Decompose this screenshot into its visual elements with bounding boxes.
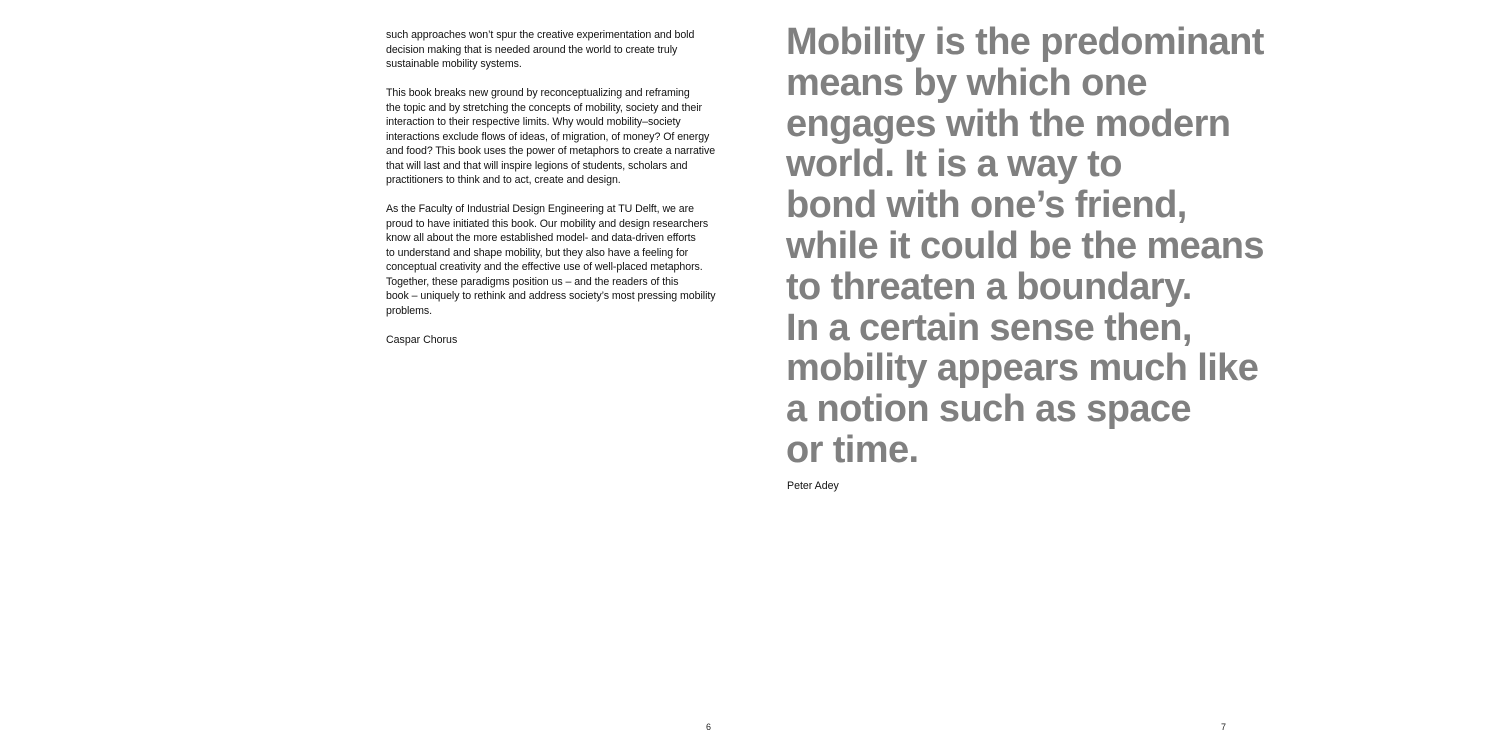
body-paragraph-2	[386, 86, 726, 188]
body-paragraph-1	[386, 28, 726, 72]
right-page	[786, 21, 1264, 493]
text-line: decision making that is needed around the world to create truly	[386, 43, 678, 56]
quote-line: engages with the modern	[786, 102, 1231, 145]
quote-line: Mobility is the predominant	[786, 21, 1264, 63]
quote-line: world. It is a way to	[786, 143, 1122, 186]
body-paragraph-3	[386, 202, 726, 318]
left-page	[386, 28, 726, 347]
page-number-right: 7	[1221, 722, 1227, 732]
text-line: Together, these paradigms position us – and the readers of this	[386, 275, 679, 288]
text-line: This book breaks new ground by reconceptualizing and reframing	[386, 87, 690, 99]
text-line: know all about the more established model- and data-driven efforts	[386, 232, 696, 244]
page-number-left: 6	[706, 722, 712, 732]
text-line: sustainable mobility systems.	[386, 58, 522, 70]
quote-line: mobility appears much like	[786, 347, 1259, 390]
quote-line: means by which one	[786, 61, 1147, 104]
text-line: that will last and that will inspire legions of students, scholars and	[386, 159, 688, 172]
text-line: conceptual creativity and the effective use of well-placed metaphors.	[386, 261, 703, 273]
quote-line: In a certain sense then,	[786, 306, 1192, 349]
text-line: and food? This book uses the power of metaphors to create a narrative	[386, 145, 716, 157]
text-line: problems.	[386, 304, 433, 317]
author-signature: Caspar Chorus	[386, 333, 458, 346]
text-line: interaction to their respective limits. Why would mobility–society	[386, 116, 681, 128]
pull-quote	[786, 21, 1264, 471]
text-line: practitioners to think and to act, create and design.	[386, 174, 621, 186]
quote-line: a notion such as space	[786, 388, 1191, 431]
quote-line: to threaten a boundary.	[786, 265, 1192, 308]
quote-line: while it could be the means	[786, 224, 1264, 267]
text-line: proud to have initiated this book. Our mobility and design researchers	[386, 217, 709, 230]
text-line: interactions exclude flows of ideas, of migration, of money? Of energy	[386, 130, 710, 143]
quote-line: or time.	[786, 428, 919, 471]
text-line: As the Faculty of Industrial Design Engineering at TU Delft, we are	[386, 203, 694, 215]
text-line: such approaches won’t spur the creative experimentation and bold	[386, 29, 695, 41]
text-line: book – uniquely to rethink and address society’s most pressing mobility	[386, 290, 716, 302]
quote-author: Peter Adey	[787, 479, 839, 492]
quote-line: bond with one’s friend,	[786, 184, 1187, 227]
text-line: the topic and by stretching the concepts of mobility, society and their	[386, 101, 703, 114]
text-line: to understand and shape mobility, but they also have a feeling for	[386, 246, 689, 259]
